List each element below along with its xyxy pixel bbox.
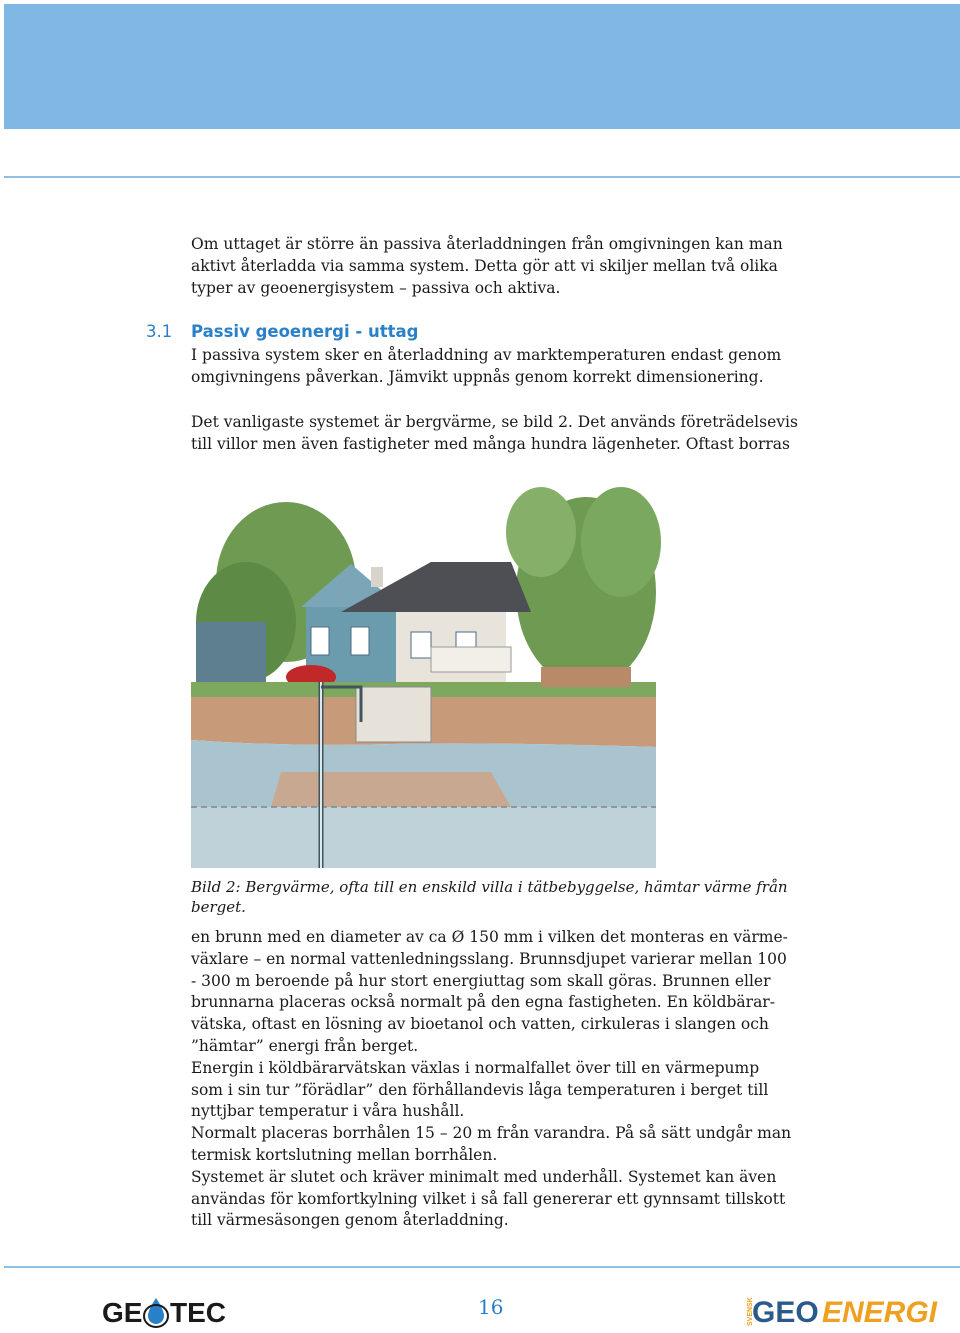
- text-line: termisk kortslutning mellan borrhålen.: [191, 1145, 498, 1164]
- svg-text:GE: GE: [102, 1297, 143, 1328]
- svg-text:SVENSK: SVENSK: [747, 1297, 754, 1326]
- geothermal-house-illustration: [191, 472, 656, 868]
- footer-rule: [4, 1266, 960, 1268]
- body-paragraph: [191, 927, 801, 1232]
- text-line: som i sin tur ”förädlar” den förhållandevis låga temperaturen i berget till: [191, 1080, 769, 1099]
- text-line: I passiva system sker en återladdning av marktemperaturen endast genom: [191, 346, 782, 364]
- text-line: nyttjbar temperatur i våra hushåll.: [191, 1102, 465, 1121]
- text-line: Energin i köldbärarvätskan växlas i normalfallet över till en värmepump: [191, 1058, 760, 1077]
- text-line: ”hämtar” energi från berget.: [191, 1036, 419, 1055]
- text-line: Om uttaget är större än passiva återladdningen från omgivningen kan man: [191, 235, 783, 253]
- svg-text:TEC: TEC: [170, 1297, 226, 1328]
- svg-text:GEO: GEO: [752, 1296, 819, 1329]
- caption-line: Bild 2: Bergvärme, ofta till en enskild villa i tätbebyggelse, hämtar värme från: [191, 878, 788, 896]
- intro-paragraph: [191, 233, 801, 299]
- header-band: [4, 4, 960, 129]
- text-line: - 300 m beroende på hur stort energiuttag som skall göras. Brunnen eller: [191, 971, 771, 990]
- caption-line: berget.: [191, 898, 246, 916]
- geotec-drop-logo: [100, 1290, 245, 1330]
- text-line: Systemet är slutet och kräver minimalt med underhåll. Systemet kan även: [191, 1167, 777, 1186]
- section-number: 3.1: [146, 322, 173, 341]
- header-rule: [4, 176, 960, 178]
- text-line: växlare – en normal vattenledningsslang. Brunnsdjupet varierar mellan 100: [191, 949, 787, 968]
- text-line: typer av geoenergisystem – passiva och aktiva.: [191, 279, 561, 297]
- page-number: 16: [478, 1295, 504, 1319]
- common-system-paragraph: [191, 411, 801, 455]
- text-line: till villor men även fastigheter med många hundra lägenheter. Oftast borras: [191, 435, 790, 453]
- text-line: en brunn med en diameter av ca Ø 150 mm i vilken det monteras en värme-: [191, 928, 788, 946]
- text-line: Det vanligaste systemet är bergvärme, se bild 2. Det används företrädelsevis: [191, 413, 798, 431]
- text-line: till värmesäsongen genom återladdning.: [191, 1211, 509, 1230]
- section-title: Passiv geoenergi - uttag: [191, 322, 419, 341]
- svensk-geoenergi-logo: [738, 1288, 938, 1329]
- text-line: omgivningens påverkan. Jämvikt uppnås genom korrekt dimensionering.: [191, 368, 764, 386]
- section-body: [191, 344, 801, 388]
- text-line: användas för komfortkylning vilket i så fall genererar ett gynnsamt tillskott: [191, 1189, 786, 1208]
- text-line: Normalt placeras borrhålen 15 – 20 m från varandra. På så sätt undgår man: [191, 1124, 792, 1143]
- figure-caption: [191, 877, 801, 917]
- text-line: aktivt återladda via samma system. Detta gör att vi skiljer mellan två olika: [191, 257, 778, 275]
- text-line: brunnarna placeras också normalt på den egna fastigheten. En köldbärar-: [191, 993, 775, 1012]
- svg-text:ENERGI: ENERGI: [822, 1296, 938, 1329]
- text-line: vätska, oftast en lösning av bioetanol och vatten, cirkuleras i slangen och: [191, 1015, 769, 1034]
